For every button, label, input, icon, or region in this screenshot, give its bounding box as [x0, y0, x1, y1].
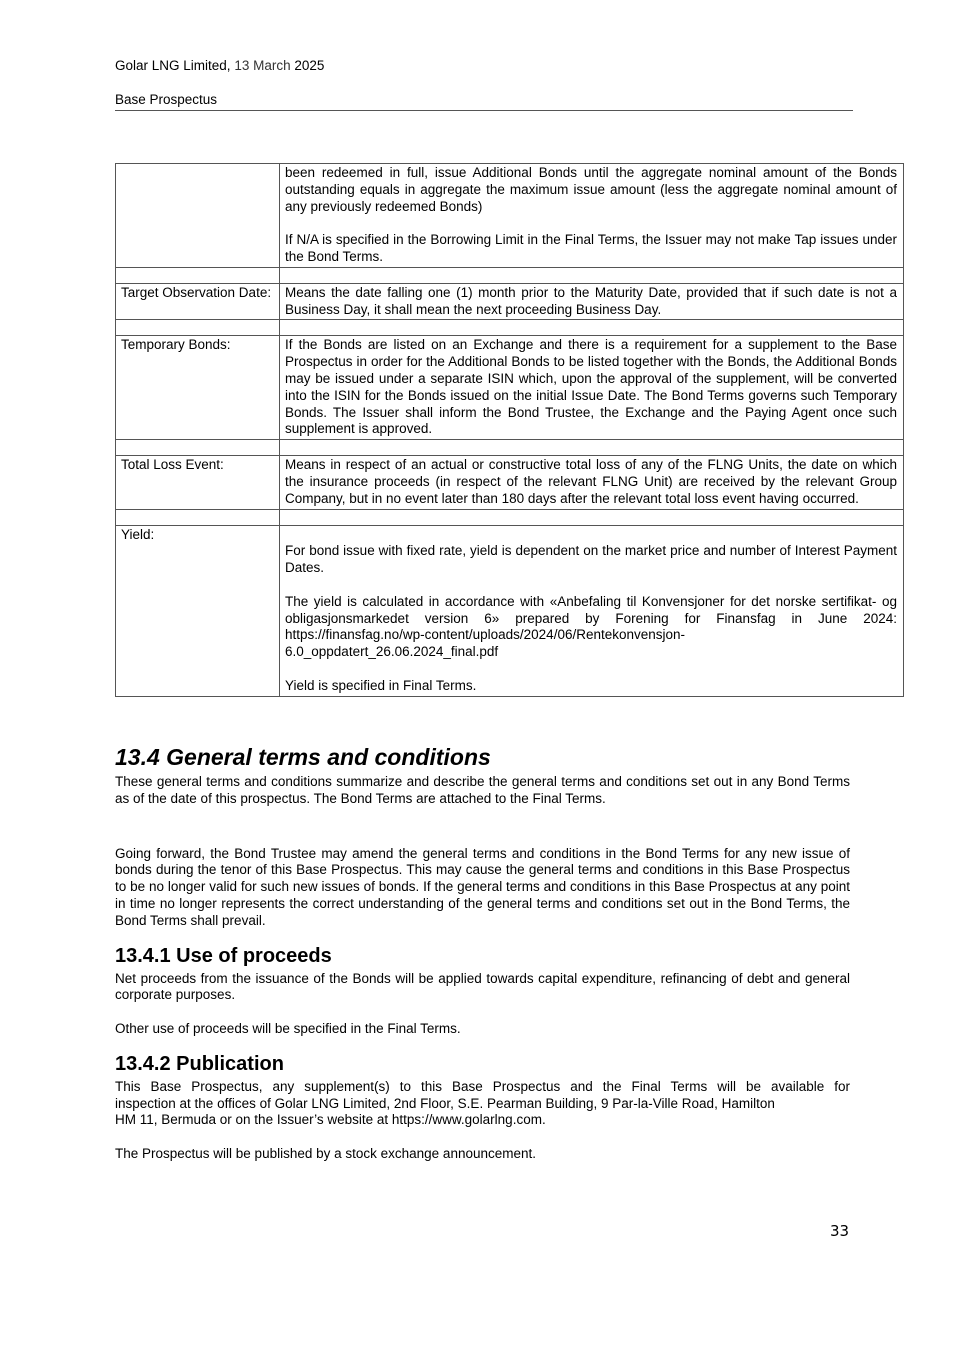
term-description-cell: [280, 164, 904, 268]
table-spacer-row: [116, 267, 904, 283]
table-row: [116, 283, 904, 320]
bond-terms-table: [115, 163, 904, 697]
table-row: [116, 456, 904, 509]
header-company-line: [115, 58, 853, 78]
table-row: [116, 336, 904, 440]
publication-announcement-text: The Prospectus will be published by a stock exchange announcement.: [115, 1145, 537, 1161]
section-13-4-1-heading: 13.4.1 Use of proceeds: [115, 944, 332, 967]
yield-label: Yield:: [116, 525, 280, 696]
target-observation-label: Target Observation Date:: [116, 283, 280, 320]
section-13-4-heading: 13.4 General terms and conditions: [115, 744, 491, 770]
section-13-4-intro: These general terms and conditions summarize and describe the general terms and conditions set out in any Bond Terms as of the date of this prospectus. The Bond Terms are attached to the Final Terms.: [115, 774, 850, 806]
yield-description-cell: [280, 525, 904, 696]
header-date: 13 March: [234, 58, 291, 73]
publication-line: This Base Prospectus, any supplement(s) to this Base Prospectus and the Final Terms will be available for: [115, 1078, 850, 1094]
total-loss-label: Total Loss Event:: [116, 456, 280, 509]
header-year: 2025: [294, 58, 325, 73]
total-loss-text: Means in respect of an actual or constructive total loss of any of the FLNG Units, the date on which the insurance proceeds (in respect of the relevant FLNG Unit) are received by the relevant Group Company, but in no event later than 180 days after the relevant total loss event having occurred.: [280, 456, 904, 509]
temporary-bonds-text: If the Bonds are listed on an Exchange and there is a requirement for a supplement to the Base Prospectus in order for the Additional Bonds to be listed together with the Bonds, the Additional Bonds may be issued under a separate ISIN which, upon the approval of the supplement, will be converted into the ISIN for the Bonds issued on the initial Issue Date. The Bond Terms governs such Temporary Bonds. The Issuer shall inform the Bond Trustee, the Exchange and the Paying Agent once such supplement is approved.: [280, 336, 904, 440]
borrowing-limit-text: been redeemed in full, issue Additional Bonds until the aggregate nominal amount of the Bonds outstanding equals in aggregate the maximum issue amount (less the aggregate nominal amount of any previously redeemed Bonds): [285, 165, 897, 214]
page-number: 33: [830, 1222, 850, 1240]
section-13-4-amendment: Going forward, the Bond Trustee may amend the general terms and conditions in the Bond Terms for any new issue of bonds during the tenor of this Base Prospectus. This may cause the general terms and conditions in this Base Prospectus to be no longer valid for such new issues of bonds. If the general terms and conditions in this Base Prospectus at any point in time no longer represents the correct understanding of the general terms and conditions set out in the Bond Terms, the Bond Terms shall prevail.: [115, 845, 850, 928]
yield-final-terms-text: Yield is specified in Final Terms.: [285, 677, 477, 693]
table-row: [116, 525, 904, 696]
publication-line: inspection at the offices of Golar LNG Limited, 2nd Floor, S.E. Pearman Building, 9 Par-la-Ville Road, Hamilton: [115, 1095, 775, 1111]
table-spacer-row: [116, 320, 904, 336]
other-use-of-proceeds-text: Other use of proceeds will be specified in the Final Terms.: [115, 1020, 461, 1036]
yield-calculation-text: The yield is calculated in accordance with «Anbefaling til Konvensjoner for det norske sertifikat- og obligasjonsmarkedet version 6» prepared by Forening for Finansfag in June 2024: https://finansfag.no/wp-content/uploads/2024/06/Rentekonvensjon-6.0_oppdatert_26.06.2024_final.pdf: [285, 593, 897, 660]
target-observation-text: Means the date falling one (1) month prior to the Maturity Date, provided that if such date is not a Business Day, it shall mean the next proceeding Business Day.: [280, 283, 904, 320]
use-of-proceeds-text: Net proceeds from the issuance of the Bonds will be applied towards capital expenditure, refinancing of debt and general corporate purposes.: [115, 970, 850, 1003]
term-label-cell: [116, 164, 280, 268]
header-company: Golar LNG Limited,: [115, 58, 231, 73]
publication-text: [115, 1079, 850, 1129]
publication-line: HM 11, Bermuda or on the Issuer’s website at https://www.golarlng.com.: [115, 1112, 546, 1128]
yield-fixed-rate-text: For bond issue with fixed rate, yield is dependent on the market price and number of Interest Payment Dates.: [285, 543, 897, 576]
header-doc-title: Base Prospectus: [115, 92, 853, 111]
table-spacer-row: [116, 440, 904, 456]
main-content: [115, 742, 850, 1163]
table-row: [116, 164, 904, 268]
yield-blank-line: [285, 527, 897, 544]
table-spacer-row: [116, 509, 904, 525]
borrowing-limit-na-text: If N/A is specified in the Borrowing Limit in the Final Terms, the Issuer may not make Tap issues under the Bond Terms.: [285, 232, 897, 264]
page-header: [115, 58, 853, 111]
section-13-4-2-heading: 13.4.2 Publication: [115, 1052, 284, 1075]
temporary-bonds-label: Temporary Bonds:: [116, 336, 280, 440]
